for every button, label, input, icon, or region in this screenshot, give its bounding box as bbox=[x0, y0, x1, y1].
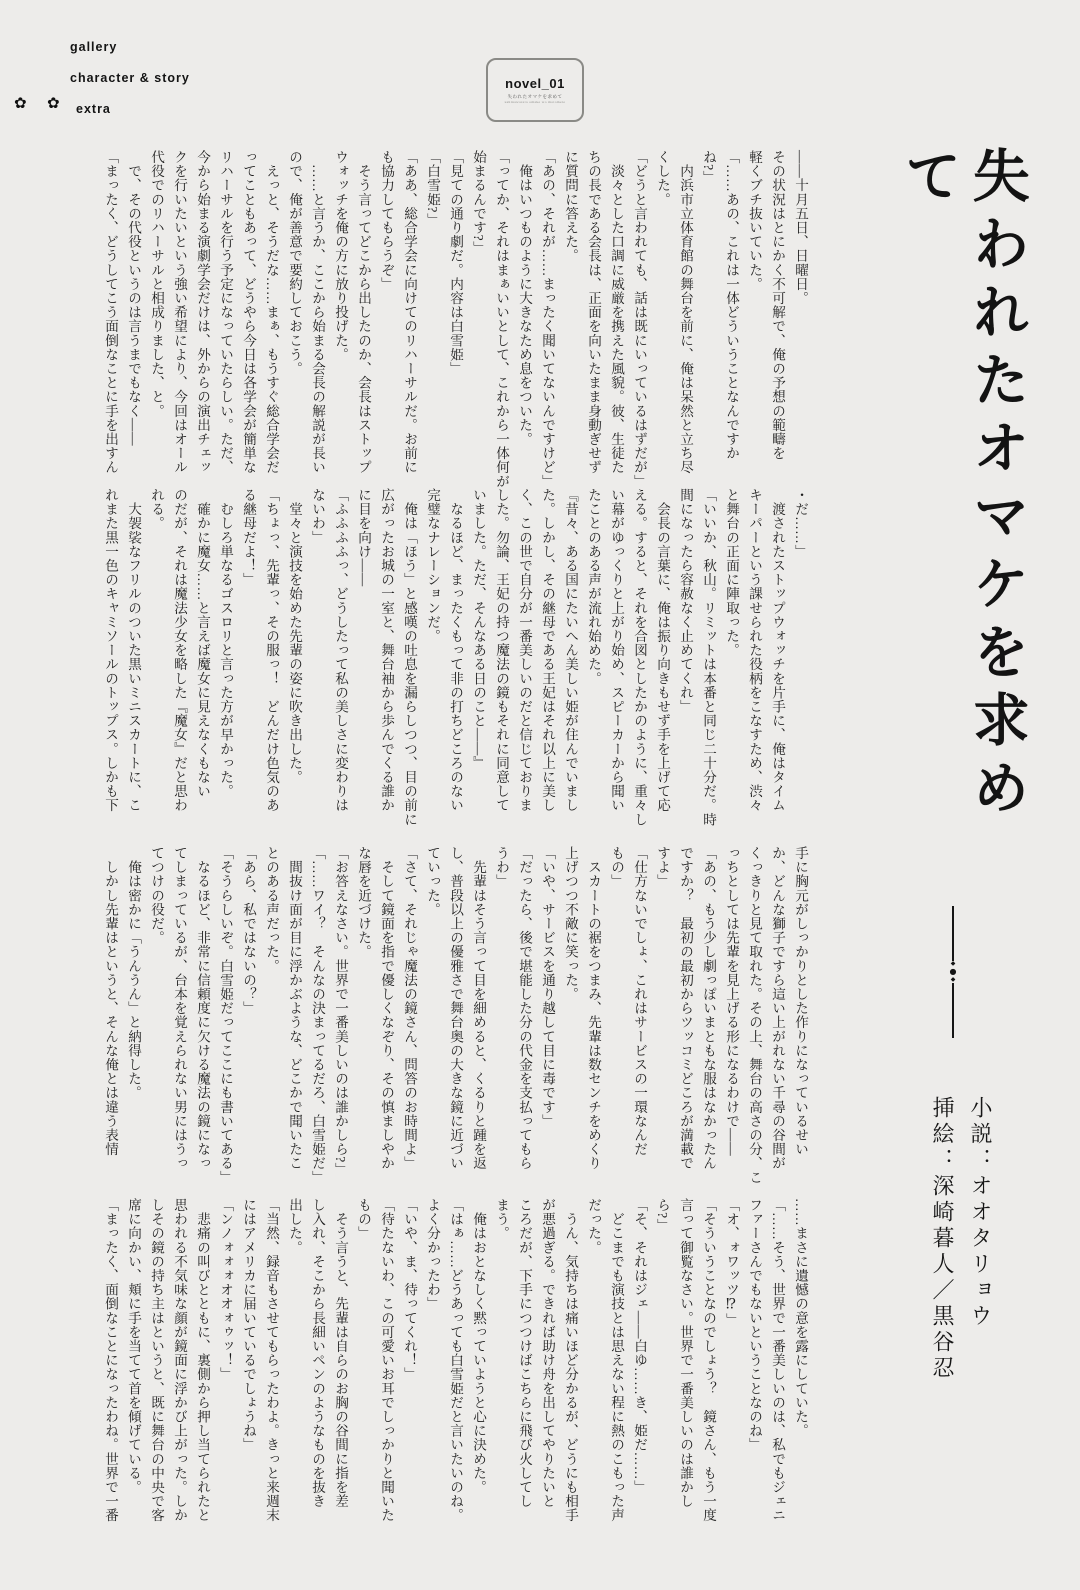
text-column: 俺はいつものように大きなため息をついた。 bbox=[517, 150, 532, 447]
text-column: 「はぁ……どうあっても白雪姫だと言いたいのね。 bbox=[448, 1198, 463, 1523]
text-column: 「まったく、どうしてこう面倒なことに手を出すん bbox=[103, 150, 118, 475]
text-column: 俺は「ほう」と感嘆の吐息を漏らしつつ、目の前に bbox=[402, 488, 417, 827]
text-column: な唇を近づけた。 bbox=[356, 846, 371, 959]
text-column: 「ちょっ、先輩っ、その服っ！ どんだけ色気のあ bbox=[264, 488, 279, 813]
text-column: 「いいか、秋山。リミットは本番と同じ二十分だ。時 bbox=[701, 488, 716, 827]
flower-icon[interactable]: ✿ bbox=[14, 94, 27, 112]
text-column: 「ンノォォォオオォゥッ！」 bbox=[218, 1198, 233, 1382]
text-column: うん、気持ちは痛いほど分かるが、どうにも相手 bbox=[563, 1198, 578, 1523]
divider-line-bottom bbox=[952, 983, 954, 1038]
text-column: 「あら、私ではないの？」 bbox=[241, 846, 256, 1016]
text-column: 俺はおとなしく黙っていようと心に決めた。 bbox=[471, 1198, 486, 1495]
nav-item-gallery[interactable]: gallery bbox=[70, 40, 118, 54]
text-column: く、この世で自分が一番美しいのだと信じておりま bbox=[517, 488, 532, 813]
text-column: ファーさんでもないということなのね」 bbox=[747, 1198, 762, 1452]
text-column: と舞台の正面に陣取った。 bbox=[724, 488, 739, 658]
text-column: ので、俺が善意で要約しておこう。 bbox=[287, 150, 302, 376]
novel-section-marker bbox=[486, 58, 584, 122]
text-column: い幕がゆっくりと上がり始め、スピーカーから聞い bbox=[609, 488, 624, 813]
credit-illustrators: 挿絵：深崎暮人／黒谷忍 bbox=[929, 1096, 954, 1382]
text-column: すよ」 bbox=[655, 846, 670, 889]
text-column: そして鏡面を指で優しくなぞり、その慎ましやか bbox=[379, 846, 394, 1171]
novel-text-band-3 bbox=[97, 846, 812, 1192]
title-ornament-divider bbox=[949, 906, 957, 1038]
flower-icon[interactable]: ✿ bbox=[47, 94, 60, 112]
text-column: 「だったら、後で堪能した分の代金を支払ってもら bbox=[517, 846, 532, 1171]
text-column: 「見ての通り劇だ。内容は白雪姫」 bbox=[448, 150, 463, 376]
text-column: 「オ、ォワッツ⁉」 bbox=[724, 1198, 739, 1328]
text-column: リハーサルを行う予定になっていたらしい。ただ、 bbox=[218, 150, 233, 475]
text-column: 「ああ、総合学会に向けてのリハーサルだ。お前に bbox=[402, 150, 417, 475]
text-column: で、その代役というのは言うまでもなく―― bbox=[126, 150, 141, 447]
nav-item-extra[interactable]: extra bbox=[76, 102, 111, 116]
page-title: 失われたオマケを求めて bbox=[895, 146, 1030, 826]
text-column: 「いや、ま、待ってくれ！」 bbox=[402, 1198, 417, 1382]
text-column: 「そ、それはジェ――白ゆ……き、姫だ……」 bbox=[632, 1198, 647, 1495]
text-column: そう言うと、先輩は自らのお胸の谷間に指を差 bbox=[333, 1198, 348, 1509]
credit-novel-author: 小説：オオタリョウ bbox=[967, 1096, 992, 1330]
text-column: てつけの役だ。 bbox=[149, 846, 164, 945]
text-column: ちの長である会長は、正面を向いたまま身動ぎせず bbox=[586, 150, 601, 475]
dot-ornament-icon: ● bbox=[949, 967, 957, 976]
text-column: 内浜市立体育館の舞台を前に、俺は呆然と立ち尽 bbox=[678, 150, 693, 475]
credits bbox=[912, 1096, 998, 1536]
text-column: も協力してもらうぞ」 bbox=[379, 150, 394, 291]
text-column: 「そういうことなのでしょう？ 鏡さん、もう一度 bbox=[701, 1198, 716, 1523]
text-column: くした。 bbox=[655, 150, 670, 207]
text-column: 「あの、それが……まったく聞いてないんですけど」 bbox=[540, 150, 555, 489]
text-column: 始まるんです?」 bbox=[471, 150, 486, 256]
text-column: まう。 bbox=[494, 1198, 509, 1241]
text-column: 間抜け面が目に浮かぶような、どこかで聞いたこ bbox=[287, 846, 302, 1171]
text-column: 「仕方ないでしょ、これはサービスの一環なんだ bbox=[632, 846, 647, 1157]
text-column: いました。ただ、そんなある日のこと――』 bbox=[471, 488, 486, 770]
text-column: 「そうらしいぞ。白雪姫だってここにも書いてある」 bbox=[218, 846, 233, 1185]
text-column: 上げつつ不敵に笑った。 bbox=[563, 846, 578, 1002]
nav-item-character-story[interactable]: character & story bbox=[70, 71, 190, 85]
text-column: 広がったお城の一室と、舞台袖から歩んでくる誰か bbox=[379, 488, 394, 813]
text-column: 間になったら容赦なく止めてくれ」 bbox=[678, 488, 693, 714]
text-column: える。すると、それを合図としたかのように、重々し bbox=[632, 488, 647, 827]
text-column: 確かに魔女……と言えば魔女に見えなくもない bbox=[195, 488, 210, 799]
text-column: 「まったく、面倒なことになったわね。世界で一番 bbox=[103, 1198, 118, 1523]
text-column: ですか？ 最初の最初からツッコミどころが満載で bbox=[678, 846, 693, 1171]
text-column: っちとしては先輩を見上げる形になるわけで―― bbox=[724, 846, 739, 1157]
text-column: 「ふふふふっ、どうしたって私の美しさに変わりは bbox=[333, 488, 348, 813]
text-column: 手に胸元がしっかりとした作りになっているせい bbox=[793, 846, 808, 1157]
text-column: 会長の言葉に、俺は振り向きもせず手を上げて応 bbox=[655, 488, 670, 813]
text-column: 今から始まる演劇学会だけは、外からの演出チェッ bbox=[195, 150, 210, 475]
divider-line-top bbox=[952, 906, 954, 961]
text-column: むしろ単なるゴスロリと言った方が早かった。 bbox=[218, 488, 233, 799]
text-column: たことのある声が流れ始めた。 bbox=[586, 488, 601, 686]
text-column: ……と言うか、ここから始まる会長の解説が長い bbox=[310, 150, 325, 475]
text-column: えっと、そうだな……まぁ、もうすぐ総合学会だ bbox=[264, 150, 279, 475]
text-column: にはアメリカに届いているでしょうね」 bbox=[241, 1198, 256, 1452]
text-column: キーパーという課せられた役柄をこなすため、渋々 bbox=[747, 488, 762, 813]
text-column: とのある声だった。 bbox=[264, 846, 279, 973]
text-column: が悪過ぎる。できれば助け舟を出してやりたいと bbox=[540, 1198, 555, 1509]
text-column: 「あの、もう少し劇っぽいまともな服はなかったん bbox=[701, 846, 716, 1171]
text-column: ね?」 bbox=[701, 150, 716, 185]
text-column: 『昔々、ある国にたいへん美しい姫が住んでいまし bbox=[563, 488, 578, 813]
novel-text-band-2 bbox=[97, 488, 812, 830]
text-column: れる。 bbox=[149, 488, 164, 531]
text-column: ――十月五日、日曜日。 bbox=[793, 150, 808, 306]
diamond-ornament-icon: ◆ bbox=[950, 960, 956, 967]
text-column: ってこともあって、どうやら今日は各学会が簡単な bbox=[241, 150, 256, 475]
text-column: その状況はとにかく不可解で、俺の予想の範疇を bbox=[770, 150, 785, 461]
text-column: 悲痛の叫びとともに、裏側から押し当てられたと bbox=[195, 1198, 210, 1523]
text-column: に質問に答えた。 bbox=[563, 150, 578, 263]
text-column: 代役でのリハーサルと相成りました、と。 bbox=[149, 150, 164, 418]
text-column: ……まさに遺憾の意を露にしていた。 bbox=[793, 1198, 808, 1438]
text-column: 出した。 bbox=[287, 1198, 302, 1255]
text-column: 「いや、サービスを通り越して目に毒です」 bbox=[540, 846, 555, 1128]
text-column: なるほど、非常に信頼度に欠ける魔法の鏡になっ bbox=[195, 846, 210, 1171]
text-column: ウォッチを俺の方に放り投げた。 bbox=[333, 150, 348, 362]
text-column: る継母だよ！」 bbox=[241, 488, 256, 587]
text-column: 軽くブチ抜いていた。 bbox=[747, 150, 762, 291]
novel-text-band-4 bbox=[97, 1198, 812, 1560]
text-column: ないわ」 bbox=[310, 488, 325, 545]
text-column: 淡々とした口調に威厳を携えた風貌。彼、生徒た bbox=[609, 150, 624, 475]
text-column: のだが、それは魔法少女を略した『魔女』だと思わ bbox=[172, 488, 187, 813]
text-column: し入れ、そこから長細いペンのようなものを抜き bbox=[310, 1198, 325, 1509]
text-column: なるほど、まったくもって非の打ちどころのない bbox=[448, 488, 463, 813]
text-column: し、普段以上の優雅さで舞台奥の大きな鏡に近づい bbox=[448, 846, 463, 1171]
text-column: ていった。 bbox=[425, 846, 440, 917]
text-column: 俺は密かに「うんうん」と納得した。 bbox=[126, 846, 141, 1100]
text-column: 完璧なナレーションだ。 bbox=[425, 488, 440, 644]
text-column: 席に向かい、頬に手を当てて首を傾げている。 bbox=[126, 1198, 141, 1495]
text-column: 言って御覧なさい。世界で一番美しいのは誰かし bbox=[678, 1198, 693, 1509]
text-column: どこまでも演技とは思えない程に熱のこもった声 bbox=[609, 1198, 624, 1523]
text-column: 「お答えなさい。世界で一番美しいのは誰かしら?」 bbox=[333, 846, 348, 1177]
text-column: 「待たないわ、この可愛いお耳でしっかりと聞いた bbox=[379, 1198, 394, 1523]
text-column: した。勿論、王妃の持つ魔法の鏡もそれに同意して bbox=[494, 488, 509, 813]
diamond-ornament-icon: ◆ bbox=[950, 976, 956, 983]
text-column: くっきりと見て取れた。その上、舞台の高さの分、こ bbox=[747, 846, 762, 1185]
text-column: 思われる不気味な顔が鏡面に浮かび上がった。しか bbox=[172, 1198, 187, 1523]
text-column: もの」 bbox=[356, 1198, 371, 1241]
text-column: しその鏡の持ち主はというと、既に舞台の中央で客 bbox=[149, 1198, 164, 1523]
text-column: 「……あの、これは一体どういうことなんですか bbox=[724, 150, 739, 461]
novel-section-caption: 失われたオマケを求めて bbox=[507, 93, 563, 99]
text-column: 渡されたストップウォッチを片手に、俺はタイム bbox=[770, 488, 785, 813]
text-column: ら?」 bbox=[655, 1198, 670, 1233]
text-column: よく分かったわ」 bbox=[425, 1198, 440, 1311]
text-column: 「……ワイ？ そんなの決まってるだろ、白雪姫だ」 bbox=[310, 846, 325, 1185]
text-column: 「……そう、世界で一番美しいのは、私でもジェニ bbox=[770, 1198, 785, 1523]
text-column: 「白雪姫?」 bbox=[425, 150, 440, 228]
text-column: もの」 bbox=[609, 846, 624, 889]
text-column: だった。 bbox=[586, 1198, 601, 1255]
text-column: クを行いたいという強い希望により、今回はオール bbox=[172, 150, 187, 475]
text-column: れまた黒一色のキャミソールのトップス。しかも下 bbox=[103, 488, 118, 813]
text-column: 「どうと言われても、話は既にいっているはずだが」 bbox=[632, 150, 647, 489]
text-column: スカートの裾をつまみ、先輩は数センチをめくり bbox=[586, 846, 601, 1171]
text-column: 「ってか、それはまぁいいとして、これから一体何が bbox=[494, 150, 509, 489]
novel-section-label: novel_01 bbox=[505, 75, 565, 91]
text-column: に目を向け―― bbox=[356, 488, 371, 587]
text-column: 堂々と演技を始めた先輩の姿に吹き出した。 bbox=[287, 488, 302, 785]
text-column: 「さて、それじゃ魔法の鏡さん、問答のお時間よ」 bbox=[402, 846, 417, 1171]
text-column: しかし先輩はというと、そんな俺とは違う表情 bbox=[103, 846, 118, 1157]
text-column: ・だ……」 bbox=[793, 488, 808, 559]
novel-text-band-1 bbox=[97, 150, 812, 490]
text-column: てしまっているが、台本を覚えられない男にはうっ bbox=[172, 846, 187, 1171]
text-column: ころだが、下手につつけばこちらに飛び火してし bbox=[517, 1198, 532, 1509]
text-column: うわ」 bbox=[494, 846, 509, 889]
text-column: か、どんな獅子ですら這い上がれない千尋の谷間が bbox=[770, 846, 785, 1171]
text-column: た。しかし、その継母である王妃はそれ以上に美し bbox=[540, 488, 555, 813]
text-column: 大袈裟なフリルのついた黒いミニスカートに、こ bbox=[126, 488, 141, 813]
text-column: 先輩はそう言って目を細めると、くるりと踵を返 bbox=[471, 846, 486, 1171]
text-column: 「当然、録音もさせてもらったわよ。きっと来週末 bbox=[264, 1198, 279, 1523]
novel-section-caption-sub: ushinawareta omake wo motomete bbox=[504, 99, 566, 104]
text-column: そう言ってどこから出したのか、会長はストップ bbox=[356, 150, 371, 475]
